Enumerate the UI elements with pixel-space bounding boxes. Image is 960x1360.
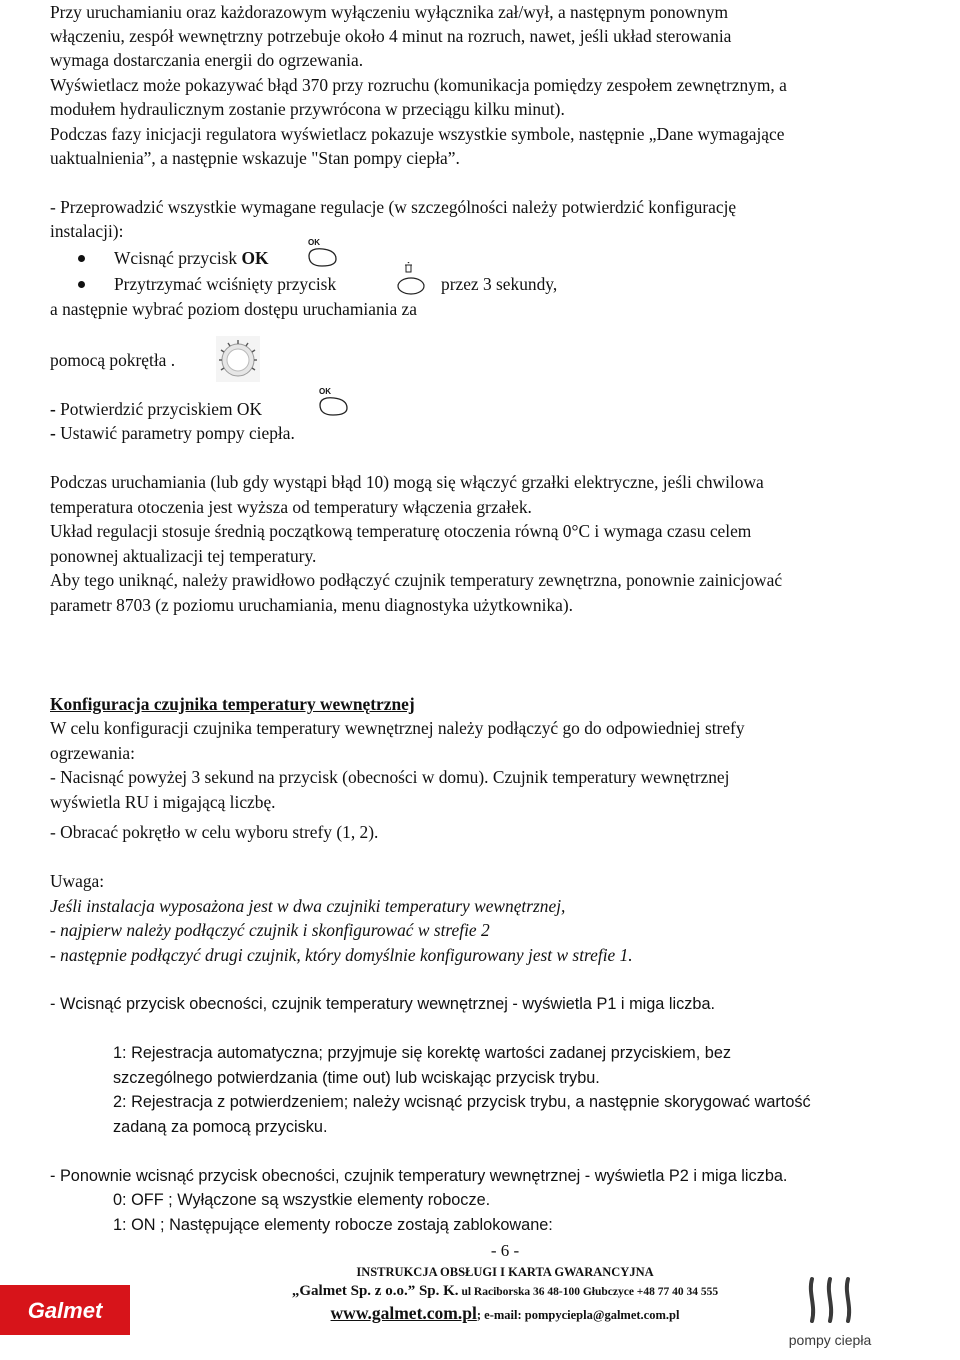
presence-button-icon xyxy=(394,262,428,298)
paragraph-line: pomocą pokrętła . xyxy=(50,350,176,370)
email-text: ; e-mail: pompyciepla@galmet.com.pl xyxy=(476,1308,680,1322)
paragraph-line: modułem hydraulicznym zostanie przywrócona w przeciągu kilku minut). xyxy=(50,99,565,119)
note-line: - najpierw należy podłączyć czujnik i skonfigurować w strefie 2 xyxy=(50,920,490,940)
ok-icon-label: OK xyxy=(308,238,320,247)
option-line: zadaną za pomocą przycisku. xyxy=(113,1118,328,1136)
paragraph-line: Podczas fazy inicjacji regulatora wyświetlacz pokazuje wszystkie symbole, następnie „Dane wymagające xyxy=(50,124,785,144)
paragraph-line: instalacji): xyxy=(50,221,124,241)
paragraph-line: W celu konfiguracji czujnika temperatury wewnętrznej należy podłączyć go do odpowiedniej strefy xyxy=(50,718,745,738)
ok-icon-label: OK xyxy=(319,387,331,396)
paragraph-line: parametr 8703 (z poziomu uruchamiania, menu diagnostyka użytkownika). xyxy=(50,595,574,615)
paragraph-line: Wyświetlacz może pokazywać błąd 370 przy rozruchu (komunikacja pomiędzy zespołem zewnętrznym, a xyxy=(50,75,787,95)
company-line xyxy=(220,1282,790,1301)
paragraph-line: temperatura otoczenia jest wyższa od temperatury włączenia grzałek. xyxy=(50,497,532,517)
contact-line xyxy=(220,1302,790,1326)
ok-button-icon xyxy=(316,387,350,421)
paragraph-line: Aby tego uniknąć, należy prawidłowo podłączyć czujnik temperatury zewnętrzna, ponownie zainicjować xyxy=(50,570,783,590)
paragraph-line: - Obracać pokrętło w celu wyboru strefy (1, 2). xyxy=(50,822,379,842)
paragraph-line: a następnie wybrać poziom dostępu uruchamiania za xyxy=(50,299,417,319)
confirm-line xyxy=(50,397,262,422)
option-line: szczególnego potwierdzania (time out) lub wciskając przycisk trybu. xyxy=(113,1069,600,1087)
rotary-dial-icon xyxy=(216,336,260,382)
note-label: Uwaga: xyxy=(50,871,105,891)
paragraph-line: wyświetla RU i migającą liczbę. xyxy=(50,792,276,812)
paragraph-line: wymaga dostarczania energii do ogrzewania. xyxy=(50,50,364,70)
galmet-logo-text: Galmet xyxy=(27,1298,103,1323)
page-number: - 6 - xyxy=(490,1241,520,1260)
note-line: Jeśli instalacja wyposażona jest w dwa czujniki temperatury wewnętrznej, xyxy=(50,896,566,916)
section-heading: Konfiguracja czujnika temperatury wewnętrznej xyxy=(50,694,415,714)
paragraph-line: - Nacisnąć powyżej 3 sekund na przycisk (obecności w domu). Czujnik temperatury wewnętrznej xyxy=(50,767,730,787)
company-name: „Galmet Sp. z o.o.” Sp. K. xyxy=(291,1283,459,1299)
paragraph-line: uaktualnienia”, a następnie wskazuje "Stan pompy ciepła”. xyxy=(50,148,460,168)
set-line xyxy=(50,421,295,446)
website-link[interactable]: www.galmet.com.pl xyxy=(330,1303,477,1323)
confirm-text: Potwierdzić przyciskiem OK xyxy=(60,399,263,419)
paragraph-line: ponownej aktualizacji tej temperatury. xyxy=(50,546,317,566)
paragraph-line: - Wcisnąć przycisk obecności, czujnik temperatury wewnętrznej - wyświetla P1 i miga liczba. xyxy=(50,995,716,1013)
paragraph-line: Przy uruchamianiu oraz każdorazowym wyłączeniu wyłącznika zał/wył, a następnym ponownym xyxy=(50,2,728,22)
option-line: 2: Rejestracja z potwierdzeniem; należy wcisnąć przycisk trybu, a następnie skorygować wartość xyxy=(113,1093,811,1111)
set-text: Ustawić parametry pompy ciepła. xyxy=(60,423,295,443)
paragraph-line: - Przeprowadzić wszystkie wymagane regulacje (w szczególności należy potwierdzić konfigurację xyxy=(50,197,737,217)
paragraph-line: Podczas uruchamiania (lub gdy wystąpi błąd 10) mogą się włączyć grzałki elektryczne, jeśli chwilowa xyxy=(50,472,764,492)
dash: - xyxy=(50,399,61,419)
bullet-item-hold-suffix: przez 3 sekundy, xyxy=(441,274,558,294)
paragraph-line: - Ponownie wcisnąć przycisk obecności, czujnik temperatury wewnętrznej - wyświetla P2 i miga liczba. xyxy=(50,1167,788,1185)
company-address: ul Raciborska 36 48-100 Głubczyce +48 77 40 34 555 xyxy=(458,1286,719,1298)
bullet-item-hold: Przytrzymać wciśnięty przycisk xyxy=(114,274,337,294)
note-line: - następnie podłączyć drugi czujnik, który domyślnie konfigurowany jest w strefie 1. xyxy=(50,945,633,965)
manual-title: INSTRUKCJA OBSŁUGI I KARTA GWARANCYJNA xyxy=(356,1265,654,1279)
option-line: 0: OFF ; Wyłączone są wszystkie elementy robocze. xyxy=(113,1191,491,1209)
paragraph-line: ogrzewania: xyxy=(50,743,135,763)
paragraph-line: Układ regulacji stosuje średnią początkową temperaturę otoczenia równą 0°C i wymaga czasu celem xyxy=(50,521,752,541)
pompy-ciepla-logo xyxy=(782,1275,882,1355)
ok-bold-label: OK xyxy=(241,248,269,268)
galmet-logo xyxy=(0,1285,130,1335)
dash: - xyxy=(50,423,61,443)
bullet-dot xyxy=(78,281,85,288)
bullet-item-press-ok xyxy=(114,246,269,271)
pompy-ciepla-logo-text: pompy ciepła xyxy=(788,1332,872,1348)
paragraph-line: włączeniu, zespół wewnętrzny potrzebuje około 4 minut na rozruch, nawet, jeśli układ sterowania xyxy=(50,26,732,46)
option-line: 1: Rejestracja automatyczna; przyjmuje się korektę wartości zadanej przyciskiem, bez xyxy=(113,1044,732,1062)
bullet-text: Wcisnąć przycisk xyxy=(114,248,242,268)
bullet-dot xyxy=(78,255,85,262)
option-line: 1: ON ; Następujące elementy robocze zostają zablokowane: xyxy=(113,1216,553,1234)
ok-button-icon xyxy=(305,238,339,272)
